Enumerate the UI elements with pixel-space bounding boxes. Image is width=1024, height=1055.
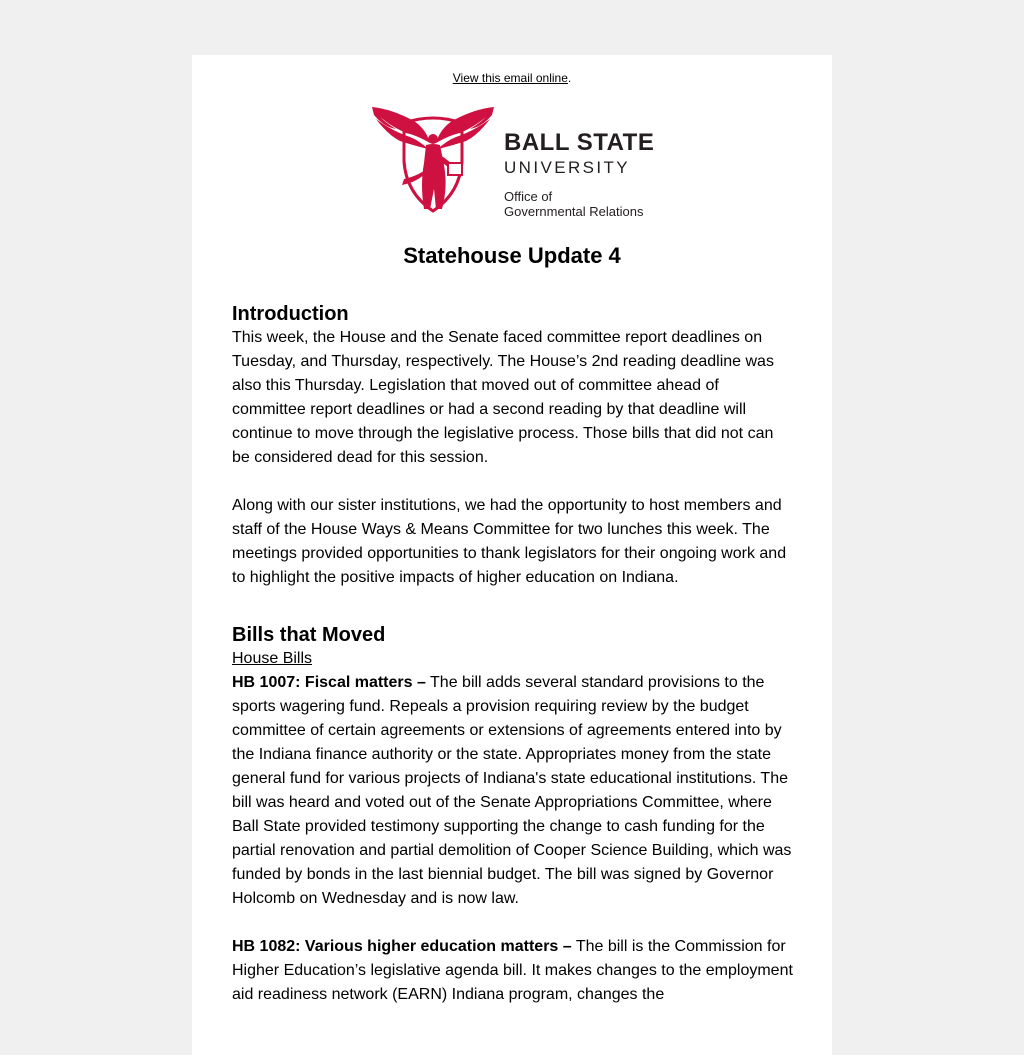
beneficence-emblem-icon bbox=[370, 105, 500, 215]
bills-heading: Bills that Moved bbox=[232, 624, 386, 646]
bill-title: HB 1007: Fiscal matters – bbox=[232, 674, 426, 691]
newsletter-title: Statehouse Update 4 bbox=[403, 243, 621, 268]
view-online-line bbox=[192, 71, 832, 85]
logo-office-line1: Office of bbox=[504, 189, 553, 204]
paragraph-spacer bbox=[232, 470, 794, 494]
intro-paragraph-2: Along with our sister institutions, we had the opportunity to host members and staff of the House Ways & Means Committee for two lunches this week. The meetings provided opportunities to thank legislators for their ongoing work and to highlight the positive impacts of higher education on Indiana. bbox=[232, 497, 787, 586]
bill-description: The bill adds several standard provisions to the sports wagering fund. Repeals a provision requiring review by the budget committee of certain agreements or extensions of agreements entered into by the Indiana finance authority or the state. Appropriates money from the state general fund for various projects of Indiana's state educational institutions. The bill was heard and voted out of the Senate Appropriations Committee, where Ball State provided testimony supporting the change to cash funding for the partial renovation and partial demolition of Cooper Science Building, which was funded by bonds in the last biennial budget. The bill was signed by Governor Holcomb on Wednesday and is now law. bbox=[232, 674, 792, 907]
view-online-link[interactable]: View this email online bbox=[452, 71, 568, 85]
introduction-heading: Introduction bbox=[232, 303, 349, 325]
email-content bbox=[232, 302, 794, 1007]
logo-name-line2: UNIVERSITY bbox=[504, 158, 631, 177]
logo-office-line2: Governmental Relations bbox=[504, 204, 644, 219]
ball-state-logo bbox=[370, 105, 660, 217]
logo-wordmark bbox=[504, 131, 654, 219]
logo-name-line1: BALL STATE bbox=[504, 129, 655, 156]
bill-entry bbox=[232, 671, 794, 911]
email-body bbox=[192, 55, 832, 1055]
bill-title: HB 1082: Various higher education matters – bbox=[232, 938, 572, 955]
bills-section bbox=[232, 623, 794, 1007]
view-online-suffix: . bbox=[567, 71, 572, 85]
bill-entry bbox=[232, 935, 794, 1007]
bill-description: The bill is the Commission for Higher Education’s legislative agenda bill. It makes changes to the employment aid readiness network (EARN) Indiana program, changes the bbox=[232, 938, 793, 1003]
intro-paragraph-1: This week, the House and the Senate faced committee report deadlines on Tuesday, and Thursday, respectively. The House’s 2nd reading deadline was also this Thursday. Legislation that moved out of committee ahead of committee report deadlines or had a second reading by that deadline will continue to move through the legislative process. Those bills that did not can be considered dead for this session. bbox=[232, 329, 774, 466]
house-bills-subheading: House Bills bbox=[232, 650, 313, 667]
paragraph-spacer bbox=[232, 911, 794, 935]
